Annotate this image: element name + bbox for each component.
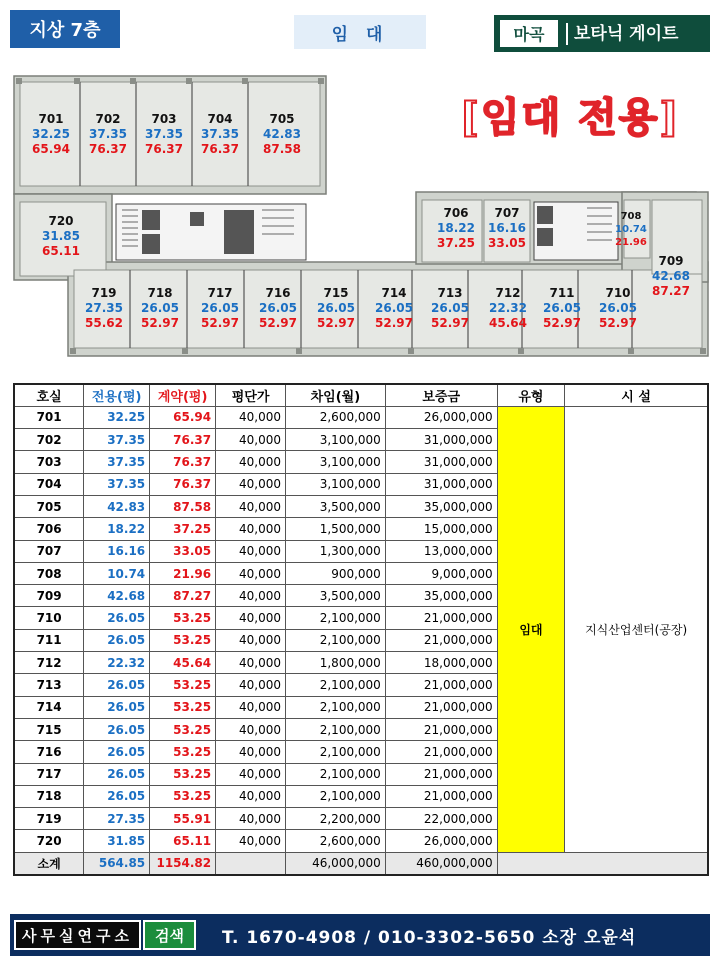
cell-type: 임대 <box>497 406 565 852</box>
unit-exclusive-area: 42.68 <box>652 269 690 283</box>
total-deposit: 460,000,000 <box>385 852 497 874</box>
cell-unit-price: 40,000 <box>216 473 286 495</box>
brand-area: 마곡 <box>500 20 558 47</box>
unit-contract-area: 76.37 <box>201 142 239 156</box>
unit-exclusive-area: 26.05 <box>259 301 297 315</box>
unit-number: 719 <box>91 286 117 300</box>
cell-contract: 21.96 <box>150 562 216 584</box>
cell-monthly-rent: 1,500,000 <box>285 518 385 540</box>
cell-exclusive: 10.74 <box>84 562 150 584</box>
unit-exclusive-area: 31.85 <box>42 229 80 243</box>
unit-711 <box>536 286 588 331</box>
cell-contract: 37.25 <box>150 518 216 540</box>
cell-unit: 718 <box>14 785 84 807</box>
unit-number: 711 <box>549 286 575 300</box>
cell-unit: 720 <box>14 830 84 852</box>
cell-deposit: 21,000,000 <box>385 696 497 718</box>
cell-deposit: 22,000,000 <box>385 808 497 830</box>
cell-contract: 87.27 <box>150 585 216 607</box>
header-monthly-rent: 차임(월) <box>285 384 385 406</box>
floor-badge: 지상 7층 <box>10 10 120 48</box>
cell-unit: 704 <box>14 473 84 495</box>
cell-deposit: 31,000,000 <box>385 429 497 451</box>
cell-exclusive: 32.25 <box>84 406 150 428</box>
unit-710 <box>592 286 644 331</box>
cell-deposit: 26,000,000 <box>385 830 497 852</box>
unit-contract-area: 21.96 <box>615 237 647 248</box>
cell-unit: 708 <box>14 562 84 584</box>
cell-exclusive: 37.35 <box>84 451 150 473</box>
unit-exclusive-area: 18.22 <box>437 221 475 235</box>
total-unit-price <box>216 852 286 874</box>
total-monthly-rent: 46,000,000 <box>285 852 385 874</box>
cell-unit: 719 <box>14 808 84 830</box>
unit-number: 706 <box>443 206 469 220</box>
cell-exclusive: 27.35 <box>84 808 150 830</box>
unit-contract-area: 52.97 <box>317 316 355 330</box>
unit-exclusive-area: 42.83 <box>263 127 301 141</box>
cell-monthly-rent: 2,100,000 <box>285 629 385 651</box>
cell-unit-price: 40,000 <box>216 540 286 562</box>
search-button[interactable]: 검색 <box>143 920 196 950</box>
cell-monthly-rent: 2,100,000 <box>285 763 385 785</box>
unit-719 <box>78 286 130 331</box>
cell-contract: 53.25 <box>150 718 216 740</box>
cell-deposit: 31,000,000 <box>385 473 497 495</box>
unit-exclusive-area: 22.32 <box>489 301 527 315</box>
unit-contract-area: 45.64 <box>489 316 527 330</box>
cell-unit-price: 40,000 <box>216 585 286 607</box>
cell-unit: 707 <box>14 540 84 562</box>
unit-720 <box>34 214 88 259</box>
cell-monthly-rent: 2,200,000 <box>285 808 385 830</box>
cell-deposit: 21,000,000 <box>385 741 497 763</box>
unit-number: 703 <box>151 112 177 126</box>
unit-exclusive-area: 37.35 <box>201 127 239 141</box>
cell-contract: 55.91 <box>150 808 216 830</box>
unit-exclusive-area: 37.35 <box>145 127 183 141</box>
cell-unit-price: 40,000 <box>216 763 286 785</box>
unit-contract-area: 37.25 <box>437 236 475 250</box>
footer-bar <box>10 914 710 956</box>
unit-contract-area: 87.58 <box>263 142 301 156</box>
unit-contract-area: 52.97 <box>599 316 637 330</box>
cell-unit-price: 40,000 <box>216 696 286 718</box>
unit-exclusive-area: 16.16 <box>488 221 526 235</box>
cell-contract: 76.37 <box>150 451 216 473</box>
cell-deposit: 35,000,000 <box>385 585 497 607</box>
unit-716 <box>252 286 304 331</box>
cell-unit: 703 <box>14 451 84 473</box>
unit-number: 720 <box>48 214 74 228</box>
brand-name: 보타닉 게이트 <box>566 23 678 45</box>
header-exclusive: 전용(평) <box>84 384 150 406</box>
cell-unit: 715 <box>14 718 84 740</box>
cell-exclusive: 26.05 <box>84 718 150 740</box>
cell-monthly-rent: 3,100,000 <box>285 473 385 495</box>
unit-contract-area: 52.97 <box>201 316 239 330</box>
unit-713 <box>424 286 476 331</box>
unit-708 <box>612 210 650 249</box>
cell-monthly-rent: 900,000 <box>285 562 385 584</box>
unit-number: 704 <box>207 112 233 126</box>
unit-703 <box>136 112 192 157</box>
total-exclusive: 564.85 <box>84 852 150 874</box>
unit-exclusive-area: 26.05 <box>599 301 637 315</box>
cell-exclusive: 31.85 <box>84 830 150 852</box>
unit-exclusive-area: 27.35 <box>85 301 123 315</box>
brand-logo <box>494 15 710 52</box>
cell-deposit: 18,000,000 <box>385 652 497 674</box>
cell-exclusive: 16.16 <box>84 540 150 562</box>
cell-exclusive: 26.05 <box>84 785 150 807</box>
cell-unit-price: 40,000 <box>216 607 286 629</box>
cell-contract: 76.37 <box>150 473 216 495</box>
unit-exclusive-area: 26.05 <box>543 301 581 315</box>
cell-unit: 702 <box>14 429 84 451</box>
cell-exclusive: 26.05 <box>84 629 150 651</box>
unit-701 <box>26 112 76 157</box>
cell-monthly-rent: 2,600,000 <box>285 830 385 852</box>
cell-unit-price: 40,000 <box>216 518 286 540</box>
cell-monthly-rent: 2,100,000 <box>285 674 385 696</box>
cell-deposit: 21,000,000 <box>385 674 497 696</box>
cell-monthly-rent: 3,100,000 <box>285 451 385 473</box>
cell-unit-price: 40,000 <box>216 451 286 473</box>
unit-704 <box>192 112 248 157</box>
unit-number: 710 <box>605 286 631 300</box>
cell-exclusive: 37.35 <box>84 429 150 451</box>
unit-number: 714 <box>381 286 407 300</box>
cell-exclusive: 26.05 <box>84 607 150 629</box>
unit-number: 708 <box>620 211 642 222</box>
cell-exclusive: 18.22 <box>84 518 150 540</box>
cell-monthly-rent: 3,100,000 <box>285 429 385 451</box>
contact-info: T. 1670-4908 / 010-3302-5650 소장 오윤석 <box>221 927 637 948</box>
header-unit: 호실 <box>14 384 84 406</box>
cell-monthly-rent: 2,100,000 <box>285 607 385 629</box>
unit-exclusive-area: 10.74 <box>615 224 647 235</box>
cell-monthly-rent: 1,300,000 <box>285 540 385 562</box>
unit-702 <box>80 112 136 157</box>
unit-exclusive-area: 26.05 <box>141 301 179 315</box>
cell-deposit: 35,000,000 <box>385 495 497 517</box>
cell-contract: 53.25 <box>150 696 216 718</box>
header-facility: 시 설 <box>565 384 708 406</box>
unit-contract-area: 76.37 <box>89 142 127 156</box>
cell-monthly-rent: 1,800,000 <box>285 652 385 674</box>
cell-unit-price: 40,000 <box>216 674 286 696</box>
cell-exclusive: 26.05 <box>84 741 150 763</box>
cell-monthly-rent: 2,100,000 <box>285 785 385 807</box>
unit-number: 717 <box>207 286 233 300</box>
cell-monthly-rent: 2,100,000 <box>285 741 385 763</box>
cell-unit-price: 40,000 <box>216 741 286 763</box>
cell-facility: 지식산업센터(공장) <box>565 406 708 852</box>
cell-monthly-rent: 3,500,000 <box>285 495 385 517</box>
cell-unit-price: 40,000 <box>216 830 286 852</box>
cell-unit-price: 40,000 <box>216 429 286 451</box>
office-label: 사무실연구소 <box>14 920 141 950</box>
unit-number: 718 <box>147 286 173 300</box>
cell-contract: 53.25 <box>150 785 216 807</box>
unit-715 <box>310 286 362 331</box>
cell-deposit: 26,000,000 <box>385 406 497 428</box>
cell-unit-price: 40,000 <box>216 406 286 428</box>
unit-exclusive-area: 26.05 <box>317 301 355 315</box>
cell-contract: 65.94 <box>150 406 216 428</box>
unit-number: 716 <box>265 286 291 300</box>
cell-deposit: 21,000,000 <box>385 607 497 629</box>
cell-unit: 701 <box>14 406 84 428</box>
unit-exclusive-area: 26.05 <box>431 301 469 315</box>
floor-plan <box>12 72 712 362</box>
cell-deposit: 21,000,000 <box>385 763 497 785</box>
unit-709 <box>646 254 696 299</box>
unit-contract-area: 52.97 <box>543 316 581 330</box>
cell-deposit: 21,000,000 <box>385 629 497 651</box>
cell-monthly-rent: 3,500,000 <box>285 585 385 607</box>
cell-deposit: 21,000,000 <box>385 785 497 807</box>
total-label: 소계 <box>14 852 84 874</box>
total-row <box>14 852 708 874</box>
cell-unit: 706 <box>14 518 84 540</box>
unit-718 <box>134 286 186 331</box>
cell-unit-price: 40,000 <box>216 629 286 651</box>
cell-exclusive: 42.83 <box>84 495 150 517</box>
unit-number: 701 <box>38 112 64 126</box>
cell-unit: 709 <box>14 585 84 607</box>
unit-contract-area: 87.27 <box>652 284 690 298</box>
unit-number: 709 <box>658 254 684 268</box>
cell-contract: 65.11 <box>150 830 216 852</box>
unit-contract-area: 52.97 <box>141 316 179 330</box>
cell-unit: 717 <box>14 763 84 785</box>
cell-unit: 712 <box>14 652 84 674</box>
cell-unit: 713 <box>14 674 84 696</box>
cell-monthly-rent: 2,100,000 <box>285 718 385 740</box>
unit-number: 702 <box>95 112 121 126</box>
cell-monthly-rent: 2,100,000 <box>285 696 385 718</box>
table-row <box>14 406 708 428</box>
header-deposit: 보증금 <box>385 384 497 406</box>
cell-exclusive: 37.35 <box>84 473 150 495</box>
cell-unit: 705 <box>14 495 84 517</box>
cell-unit-price: 40,000 <box>216 495 286 517</box>
cell-unit: 716 <box>14 741 84 763</box>
cell-unit-price: 40,000 <box>216 785 286 807</box>
cell-contract: 45.64 <box>150 652 216 674</box>
cell-contract: 76.37 <box>150 429 216 451</box>
header-contract: 계약(평) <box>150 384 216 406</box>
cell-contract: 53.25 <box>150 607 216 629</box>
header-type: 유형 <box>497 384 565 406</box>
cell-contract: 53.25 <box>150 763 216 785</box>
unit-712 <box>482 286 534 331</box>
cell-deposit: 31,000,000 <box>385 451 497 473</box>
cell-unit: 711 <box>14 629 84 651</box>
cell-unit-price: 40,000 <box>216 562 286 584</box>
unit-number: 712 <box>495 286 521 300</box>
cell-contract: 87.58 <box>150 495 216 517</box>
unit-exclusive-area: 32.25 <box>32 127 70 141</box>
unit-contract-area: 33.05 <box>488 236 526 250</box>
unit-717 <box>194 286 246 331</box>
cell-contract: 53.25 <box>150 629 216 651</box>
table-header-row <box>14 384 708 406</box>
unit-exclusive-area: 26.05 <box>375 301 413 315</box>
unit-705 <box>254 112 310 157</box>
cell-unit-price: 40,000 <box>216 718 286 740</box>
total-contract: 1154.82 <box>150 852 216 874</box>
lease-table <box>13 383 709 876</box>
unit-714 <box>368 286 420 331</box>
unit-contract-area: 55.62 <box>85 316 123 330</box>
unit-contract-area: 76.37 <box>145 142 183 156</box>
cell-unit-price: 40,000 <box>216 808 286 830</box>
cell-exclusive: 26.05 <box>84 674 150 696</box>
unit-exclusive-area: 37.35 <box>89 127 127 141</box>
cell-contract: 53.25 <box>150 741 216 763</box>
cell-exclusive: 22.32 <box>84 652 150 674</box>
unit-contract-area: 65.94 <box>32 142 70 156</box>
cell-deposit: 21,000,000 <box>385 718 497 740</box>
unit-contract-area: 52.97 <box>375 316 413 330</box>
unit-number: 705 <box>269 112 295 126</box>
cell-exclusive: 26.05 <box>84 763 150 785</box>
unit-707 <box>482 206 532 251</box>
cell-exclusive: 26.05 <box>84 696 150 718</box>
total-blank <box>497 852 708 874</box>
unit-exclusive-area: 26.05 <box>201 301 239 315</box>
unit-contract-area: 52.97 <box>259 316 297 330</box>
lease-badge: 임 대 <box>294 15 426 49</box>
cell-deposit: 13,000,000 <box>385 540 497 562</box>
unit-706 <box>427 206 485 251</box>
cell-deposit: 15,000,000 <box>385 518 497 540</box>
cell-unit-price: 40,000 <box>216 652 286 674</box>
cell-contract: 33.05 <box>150 540 216 562</box>
cell-deposit: 9,000,000 <box>385 562 497 584</box>
unit-number: 713 <box>437 286 463 300</box>
unit-number: 715 <box>323 286 349 300</box>
cell-unit: 714 <box>14 696 84 718</box>
lease-only-stamp: [임대 전용] <box>460 94 681 141</box>
header-unit-price: 평단가 <box>216 384 286 406</box>
cell-contract: 53.25 <box>150 674 216 696</box>
cell-unit: 710 <box>14 607 84 629</box>
unit-contract-area: 65.11 <box>42 244 80 258</box>
unit-number: 707 <box>494 206 520 220</box>
cell-exclusive: 42.68 <box>84 585 150 607</box>
unit-contract-area: 52.97 <box>431 316 469 330</box>
cell-monthly-rent: 2,600,000 <box>285 406 385 428</box>
